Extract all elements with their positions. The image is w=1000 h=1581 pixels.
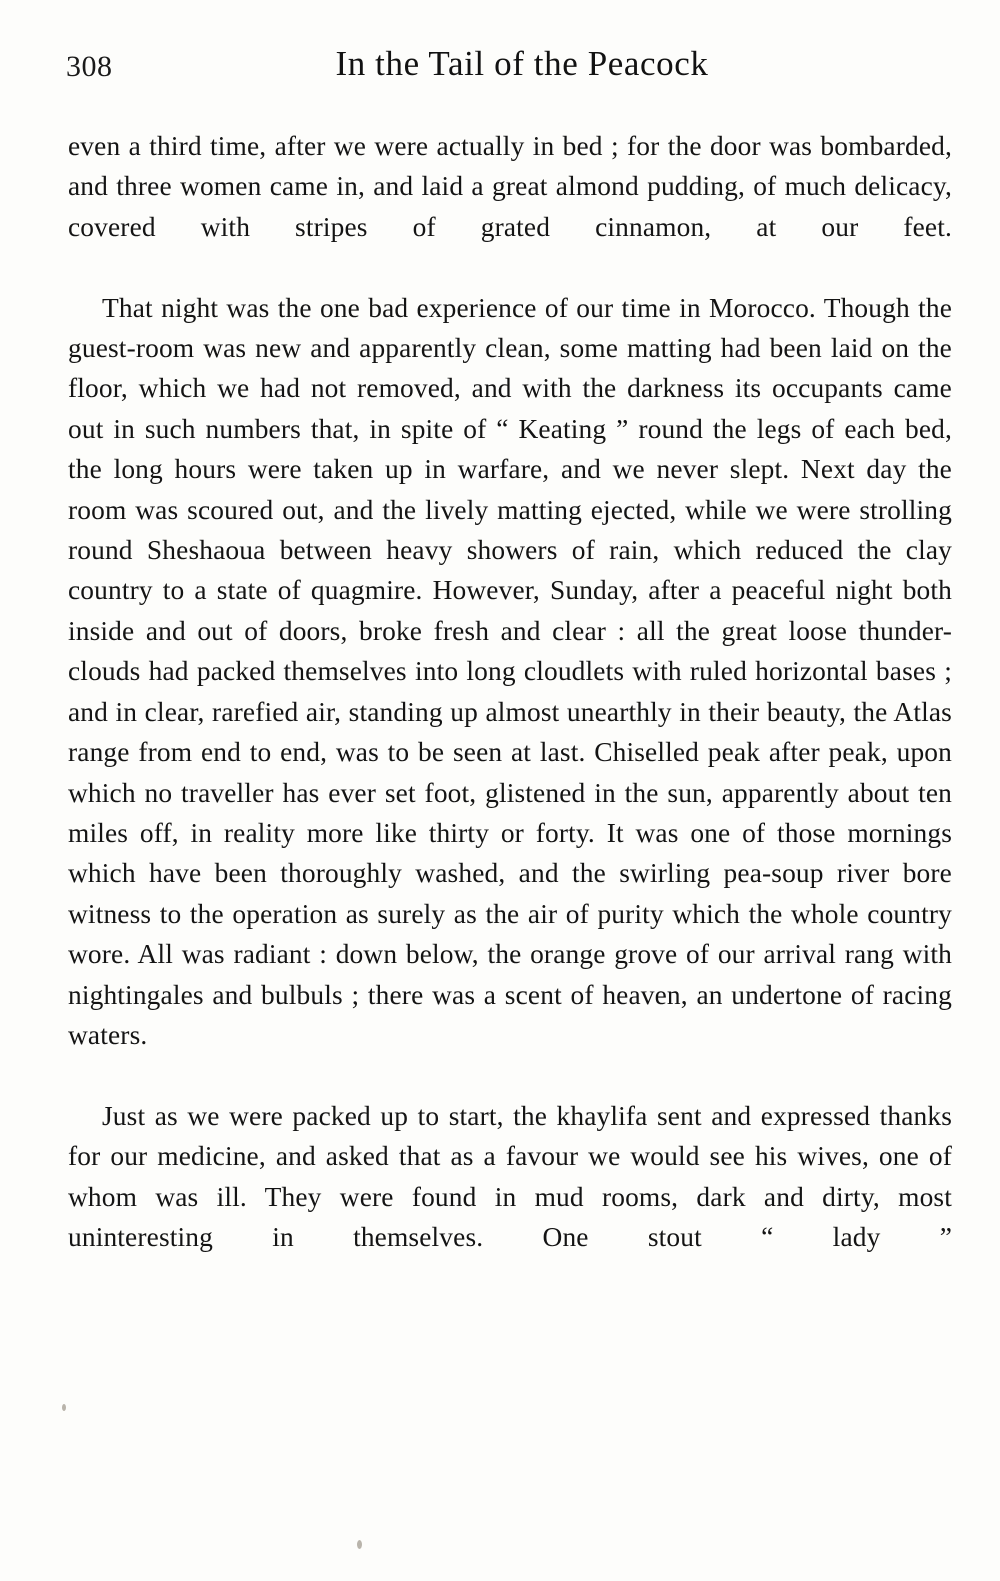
running-head-title: In the Tail of the Peacock [335,44,709,83]
paragraph-night-experience: That night was the one bad experience of our time in Morocco. Though the guest-room was new and apparently clean, some matting had been laid on the floor, which we had not removed, and with the darkness its occupants came out in such numbers that, in spite of “ Keating ” round the legs of each bed, the long hours were taken up in warfare, and we never slept. Next day the room was scoured out, and the lively matting ejected, while we were strolling round Sheshaoua between heavy showers of rain, which reduced the clay country to a state of quagmire. However, Sunday, after a peaceful night both inside and out of doors, broke fresh and clear : all the great loose thunder-clouds had packed themselves into long cloudlets with ruled horizontal bases ; and in clear, rarefied air, standing up almost unearthly in their beauty, the Atlas range from end to end, was to be seen at last. Chiselled peak after peak, upon which no traveller has ever set foot, glistened in the sun, apparently about ten miles off, in reality more like thirty or forty. It was one of those mornings which have been thoroughly washed, and the swirling pea-soup river bore witness to the operation as surely as the air of purity which the whole country wore. All was radiant : down below, the orange grove of our arrival rang with nightingales and bulbuls ; there was a scent of heaven, an undertone of racing waters. [68,292,952,1050]
paragraph-khaylifa: Just as we were packed up to start, the khaylifa sent and expressed thanks for our medicine, and asked that as a favour we would see his wives, one of whom was ill. They were found in mud rooms, dark and dirty, most uninteresting in themselves. One stout “ lady ” [68,1100,952,1252]
page-body-text [68,126,952,1298]
page-number: 308 [66,50,113,83]
paper-speck [62,1404,66,1411]
paragraph-continued: even a third time, after we were actually in bed ; for the door was bombarded, and three women came in, and laid a great almond pudding, of much delicacy, covered with stripes of grated cinnamon, at our feet. [68,131,952,242]
page-header [66,44,948,98]
paper-speck [357,1540,362,1549]
